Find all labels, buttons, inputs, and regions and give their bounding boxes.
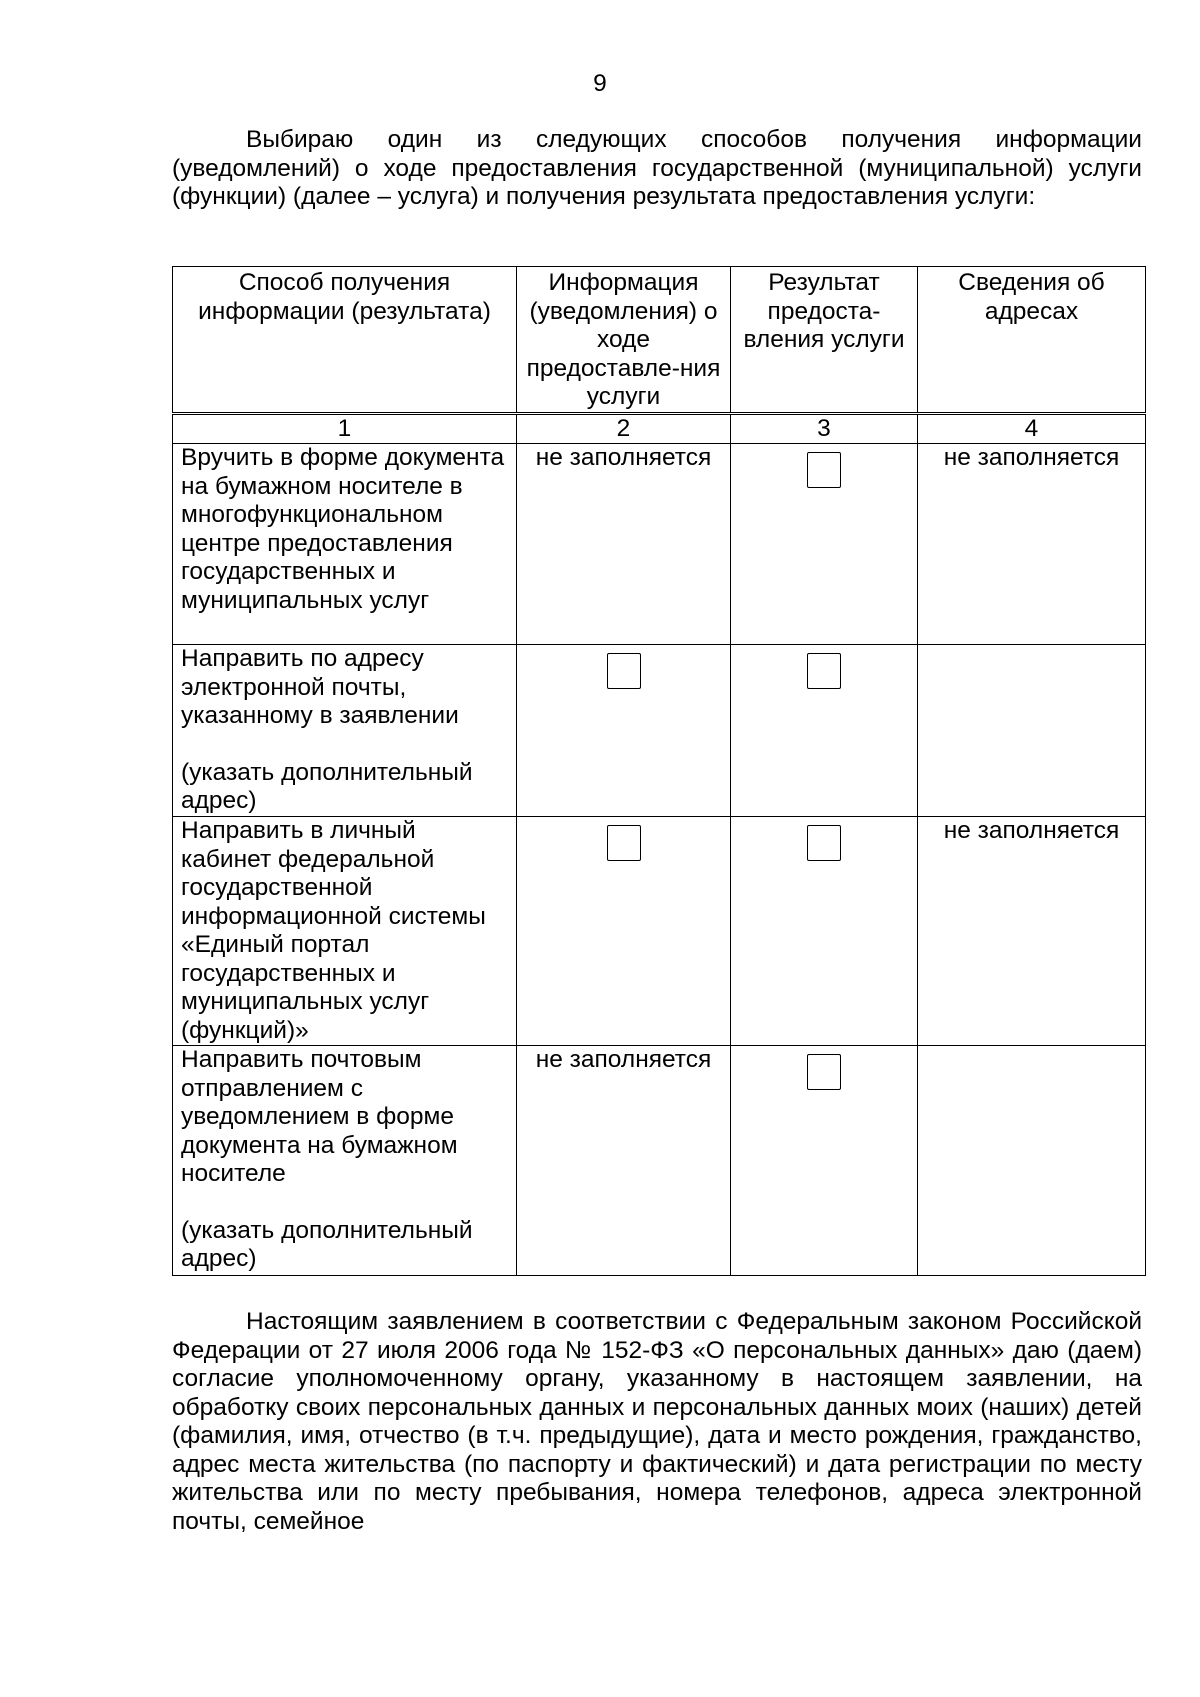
table-row <box>173 817 1146 1046</box>
page-number: 9 <box>593 70 607 97</box>
table-row <box>173 444 1146 645</box>
result-cell <box>731 444 918 645</box>
result-checkbox[interactable] <box>807 452 841 488</box>
method-cell <box>173 1046 517 1276</box>
result-cell <box>731 1046 918 1276</box>
not-filled-text: не заполняется <box>535 444 712 471</box>
result-checkbox[interactable] <box>807 825 841 861</box>
method-text: Направить почтовым отправлением с уведомлением в форме документа на бумажном носителе <box>181 1046 458 1187</box>
info-cell <box>517 817 731 1046</box>
column-number: 1 <box>173 413 517 444</box>
info-cell <box>517 444 731 645</box>
column-number: 4 <box>918 413 1146 444</box>
method-cell <box>173 817 517 1046</box>
info-checkbox[interactable] <box>607 653 641 689</box>
address-cell <box>918 444 1146 645</box>
address-cell <box>918 817 1146 1046</box>
info-checkbox[interactable] <box>607 825 641 861</box>
header-result: Результат предоста-вления услуги <box>731 267 918 414</box>
info-cell <box>517 645 731 817</box>
result-checkbox[interactable] <box>807 1054 841 1090</box>
method-text: Направить по адресу электронной почты, указанному в заявлении <box>181 645 459 729</box>
header-method: Способ получения информации (результата) <box>173 267 517 414</box>
result-cell <box>731 817 918 1046</box>
method-text: Направить в личный кабинет федеральной государственной информационной системы «Единый портал государственных и муниципальных услуг (функций)» <box>181 817 486 1044</box>
method-text: Вручить в форме документа на бумажном носителе в многофункциональном центре предоставления государственных и муниципальных услуг <box>181 444 505 614</box>
table-header-row <box>173 267 1146 414</box>
method-cell <box>173 444 517 645</box>
address-cell[interactable] <box>918 645 1146 817</box>
intro-paragraph: Выбираю один из следующих способов получения информации (уведомлений) о ходе предоставления государственной (муниципальной) услуги (функции) (далее – услуга) и получения результата предоставления услуги: <box>172 126 1142 210</box>
not-filled-text: не заполняется <box>943 444 1120 471</box>
header-addresses: Сведения об адресах <box>918 267 1146 414</box>
header-info: Информация (уведомления) о ходе предоставле-ния услуги <box>517 267 731 414</box>
info-cell <box>517 1046 731 1276</box>
address-cell[interactable] <box>918 1046 1146 1276</box>
table-row <box>173 645 1146 817</box>
method-note: (указать дополнительный адрес) <box>181 758 473 814</box>
method-note: (указать дополнительный адрес) <box>181 1216 473 1272</box>
column-number: 2 <box>517 413 731 444</box>
column-number-row <box>173 413 1146 444</box>
column-number: 3 <box>731 413 918 444</box>
not-filled-text: не заполняется <box>943 817 1120 844</box>
consent-paragraph: Настоящим заявлением в соответствии с Федеральным законом Российской Федерации от 27 июля 2006 года № 152-ФЗ «О персональных данных» даю (даем) согласие уполномоченному органу, указанному в настоящем заявлении, на обработку своих персональных данных и персональных данных моих (наших) детей (фамилия, имя, отчество (в т.ч. предыдущие), дата и место рождения, гражданство, адрес места жительства (по паспорту и фактический) и дата регистрации по месту жительства или по месту пребывания, номера телефонов, адреса электронной почты, семейное <box>172 1308 1142 1535</box>
result-cell <box>731 645 918 817</box>
not-filled-text: не заполняется <box>535 1046 712 1073</box>
delivery-methods-table <box>172 266 1146 1276</box>
method-cell <box>173 645 517 817</box>
table-row <box>173 1046 1146 1276</box>
result-checkbox[interactable] <box>807 653 841 689</box>
